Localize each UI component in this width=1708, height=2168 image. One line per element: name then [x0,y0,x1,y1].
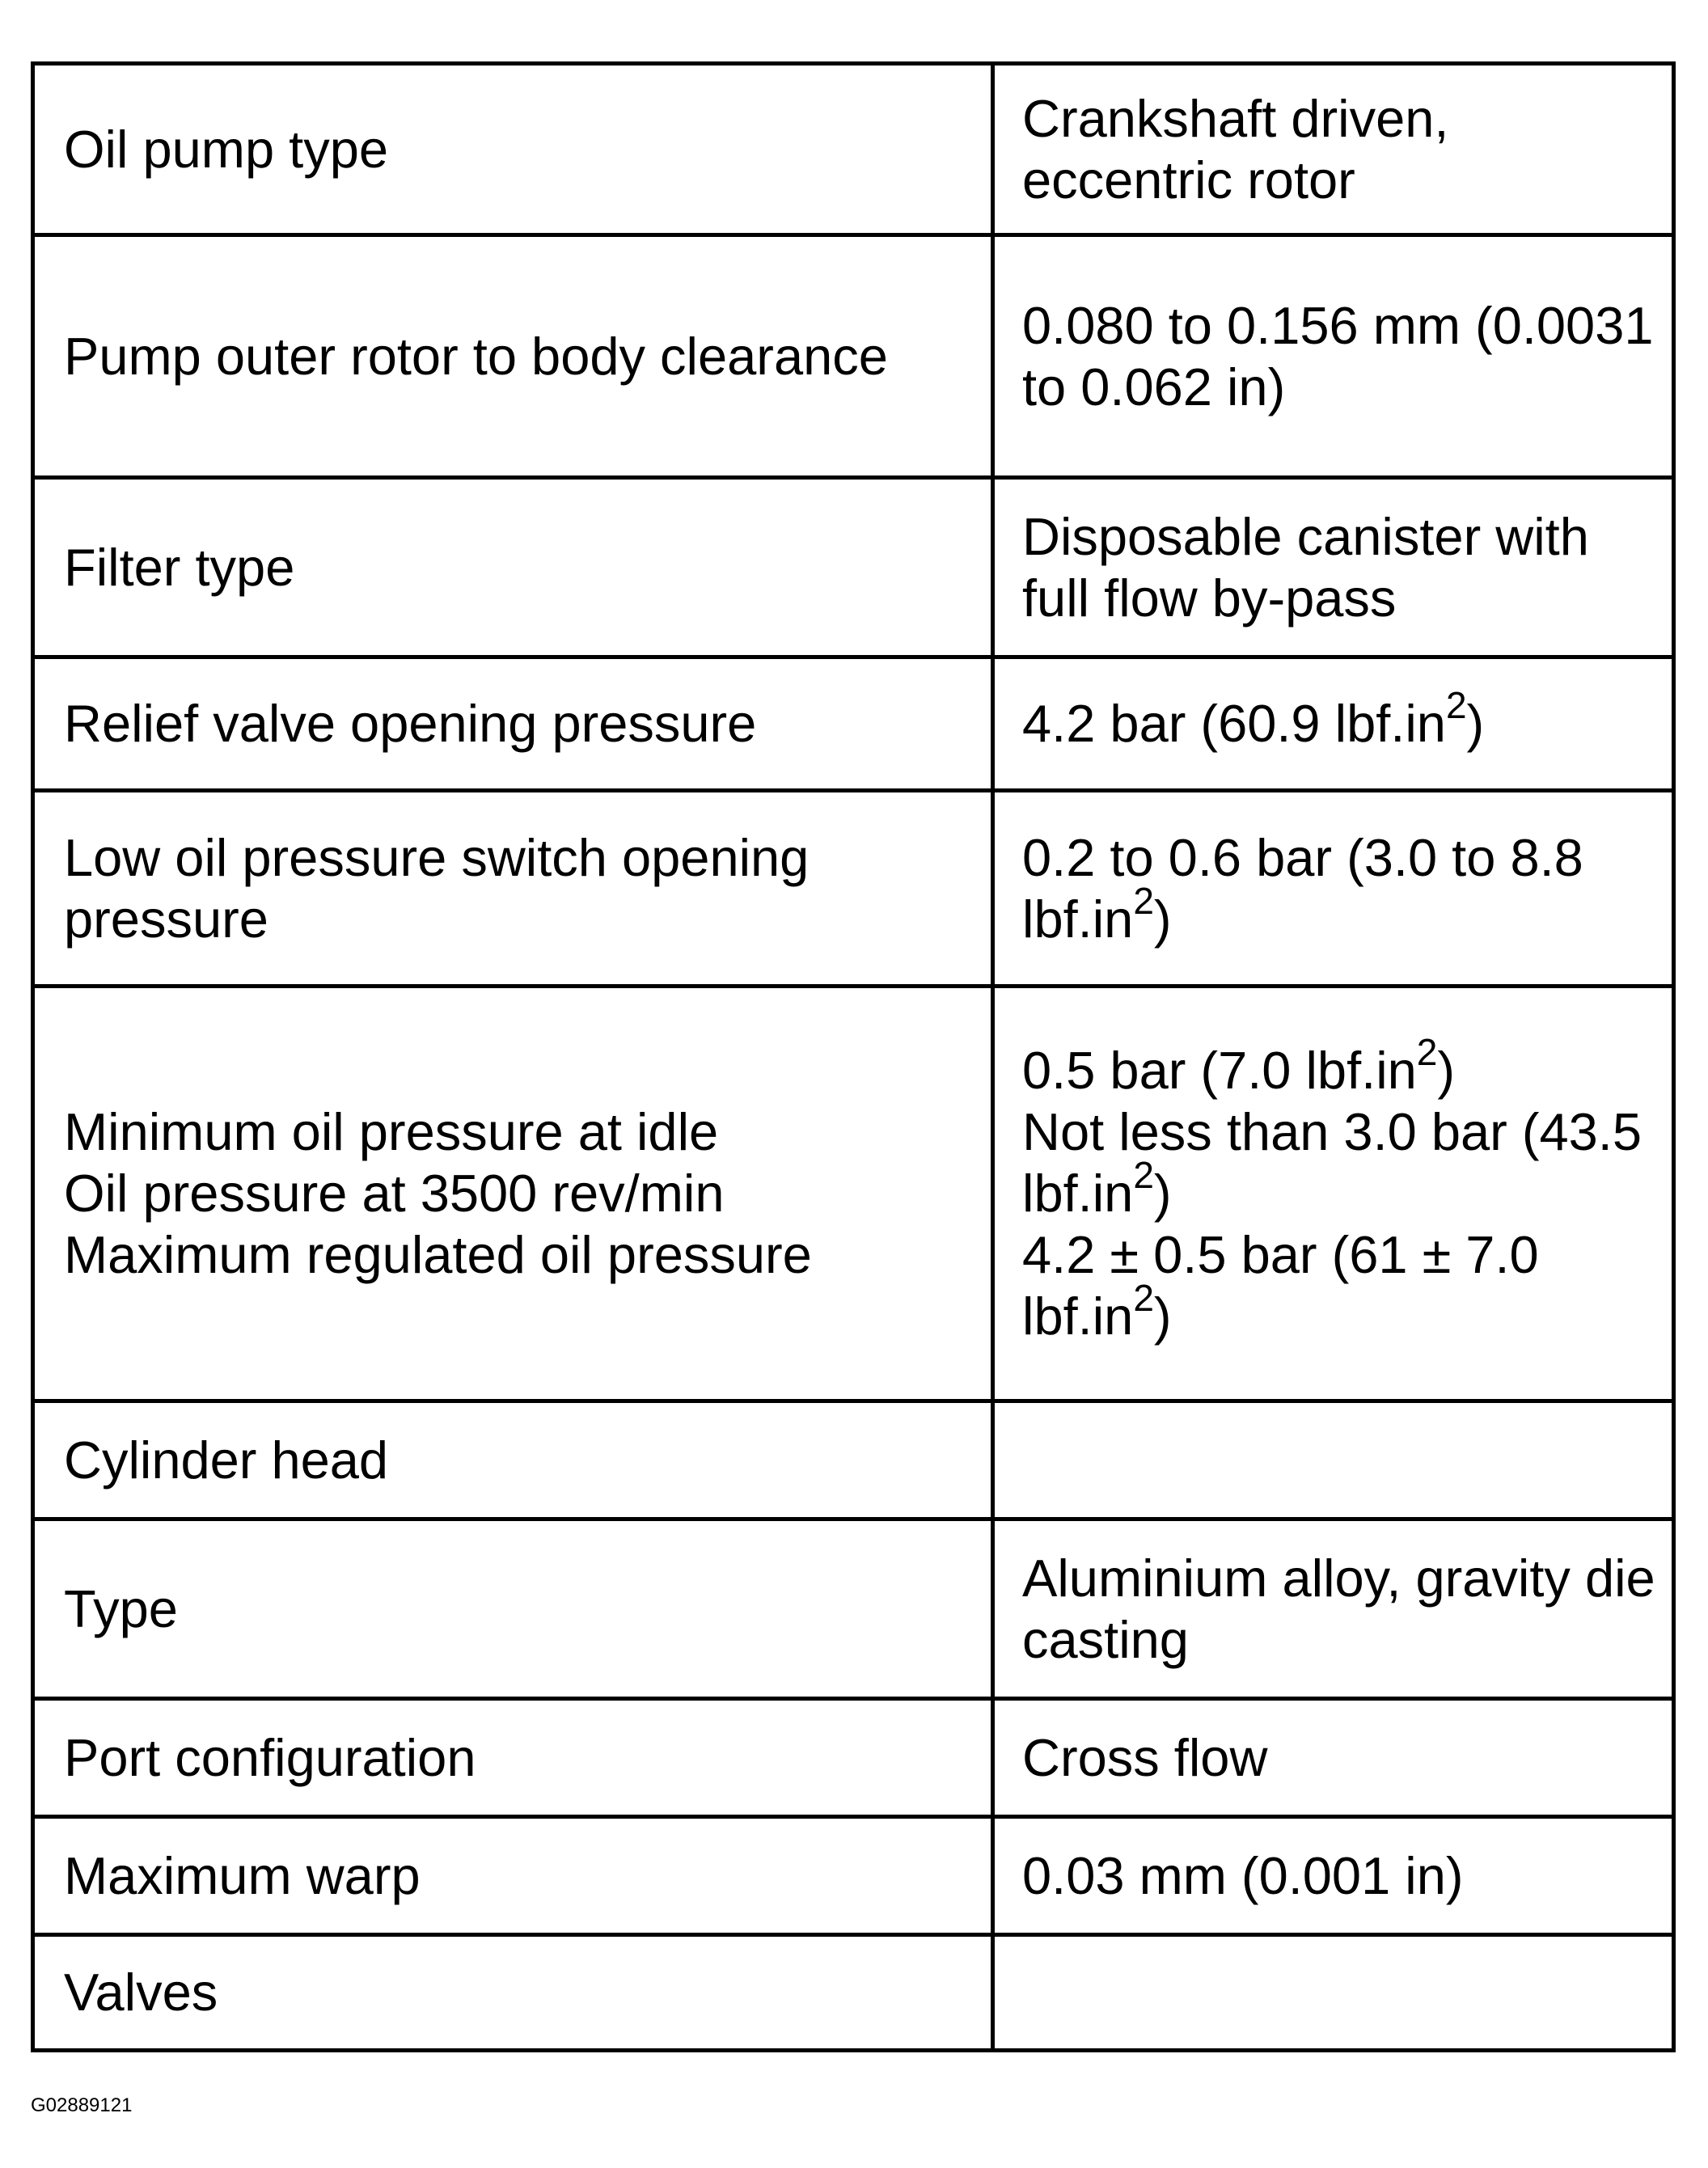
table-row [33,987,1674,1401]
spec-value: 0.080 to 0.156 mm (0.0031 to 0.062 in) [993,235,1674,478]
spec-label: Low oil pressure switch opening pressure [33,791,993,987]
spec-label: Minimum oil pressure at idle Oil pressure at 3500 rev/min Maximum regulated oil pressure [33,987,993,1401]
spec-label: Port configuration [33,1699,993,1817]
spec-value: 4.2 bar (60.9 $lbf.in^2$) [993,657,1674,791]
spec-value-empty [993,1401,1674,1519]
spec-label: Relief valve opening pressure [33,657,993,791]
table-row [33,235,1674,478]
spec-value: Aluminium alloy, gravity die casting [993,1519,1674,1699]
spec-value: Crankshaft driven, eccentric rotor [993,64,1674,235]
spec-label: Pump outer rotor to body clearance [33,235,993,478]
spec-value: Disposable canister with full flow by-pass [993,478,1674,657]
table-row [33,1519,1674,1699]
table-row [33,64,1674,235]
table-row [33,478,1674,657]
table-row [33,791,1674,987]
table-row [33,1817,1674,1935]
spec-value: 0.5 bar (7.0 $lbf.in^2$) Not less than 3.0 bar (43.5 $lbf.in^2$) 4.2 ± 0.5 bar (61 ± 7.0 $lbf.in^2$) [993,987,1674,1401]
spec-section-heading: Valves [33,1935,993,2051]
spec-value: 0.2 to 0.6 bar (3.0 to 8.8 $lbf.in^2$) [993,791,1674,987]
spec-label: Type [33,1519,993,1699]
figure-id: G02889121 [31,2094,133,2116]
table-row [33,1699,1674,1817]
spec-label: Maximum warp [33,1817,993,1935]
table-row [33,657,1674,791]
spec-label: Filter type [33,478,993,657]
specification-table [31,61,1676,2052]
spec-section-heading: Cylinder head [33,1401,993,1519]
table-row [33,1401,1674,1519]
spec-value-empty [993,1935,1674,2051]
table-row [33,1935,1674,2051]
spec-label: Oil pump type [33,64,993,235]
spec-value: Cross flow [993,1699,1674,1817]
spec-value: 0.03 mm (0.001 in) [993,1817,1674,1935]
